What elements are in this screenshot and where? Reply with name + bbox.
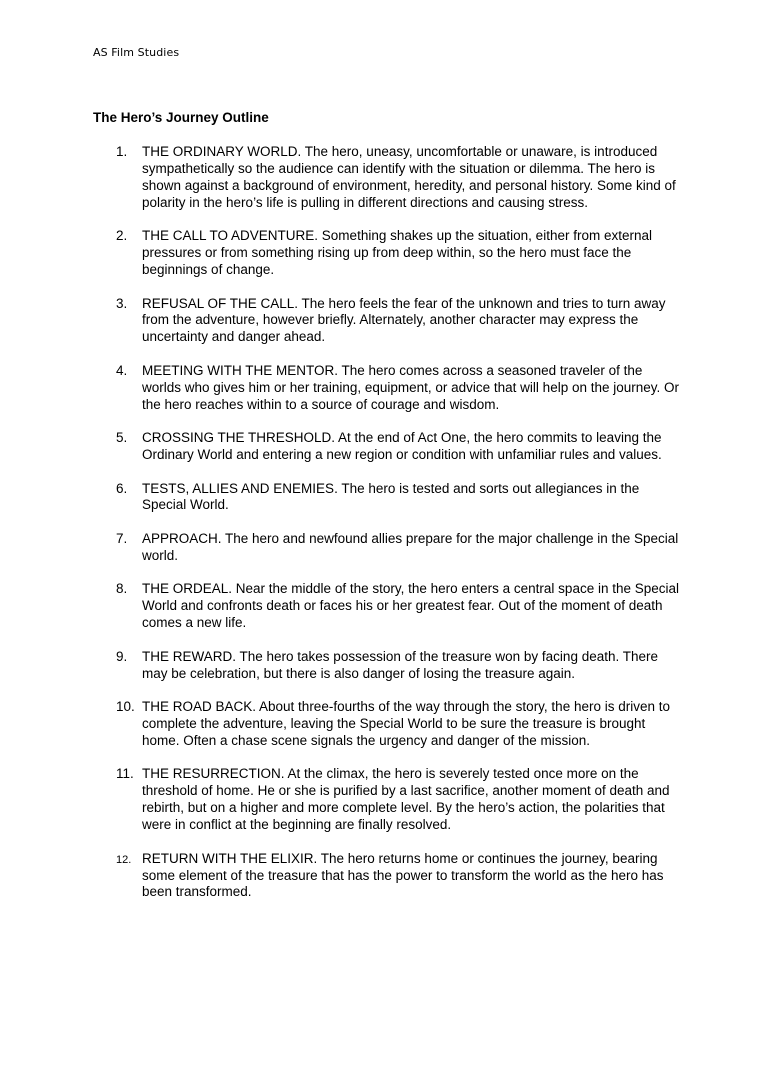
item-number: 7. [116, 530, 128, 546]
item-text: TESTS, ALLIES AND ENEMIES. The hero is tested and sorts out allegiances in the Special World. [142, 480, 640, 513]
list-item [93, 699, 683, 750]
item-text: THE ROAD BACK. About three-fourths of the way through the story, the hero is driven to complete the adventure, leaving the Special World to be sure the treasure is brought home. Often a chase scene signals the urgency and danger of the mission. [142, 699, 671, 748]
item-text: RETURN WITH THE ELIXIR. The hero returns home or continues the journey, bearing some element of the treasure that has the power to transform the world as the hero has been transformed. [142, 850, 664, 900]
item-text: CROSSING THE THRESHOLD. At the end of Act One, the hero commits to leaving the Ordinary World and entering a new region or condition with unfamiliar rules and values. [142, 430, 662, 463]
list-item [93, 228, 683, 279]
list-item [93, 649, 683, 683]
item-text: APPROACH. The hero and newfound allies prepare for the major challenge in the Special world. [142, 530, 679, 563]
item-number: 10. [116, 699, 135, 715]
list-item [93, 581, 683, 632]
page-header: AS Film Studies [93, 46, 180, 59]
item-number: 3. [116, 295, 128, 311]
list-item [93, 363, 683, 414]
item-number: 11. [116, 766, 134, 782]
item-text: THE CALL TO ADVENTURE. Something shakes up the situation, either from external pressures or from something rising up from deep within, so the hero must face the beginnings of change. [142, 228, 652, 278]
list-item [93, 851, 683, 902]
item-number: 4. [116, 362, 128, 378]
item-text: THE RESURRECTION. At the climax, the hero is severely tested once more on the threshold of home. He or she is purified by a last sacrifice, another moment of death and rebirth, but on a higher and more complete level. By the hero’s action, the polarities that were in conflict at the beginning are finally resolved. [142, 766, 670, 833]
item-number: 1. [116, 144, 128, 159]
document-title: The Hero’s Journey Outline [93, 110, 269, 125]
outline-list [93, 144, 683, 918]
item-number: 8. [116, 581, 128, 597]
item-number: 5. [116, 430, 128, 446]
item-text: THE ORDINARY WORLD. The hero, uneasy, uncomfortable or unaware, is introduced sympathetically so the audience can identify with the situation or dilemma. The hero is shown against a background of environment, heredity, and personal history. Some kind of polarity in the hero’s life is pulling in different directions and causing stress. [142, 144, 676, 210]
item-text: THE ORDEAL. Near the middle of the story, the hero enters a central space in the Special World and confronts death or faces his or her greatest fear. Out of the moment of death comes a new life. [142, 581, 680, 631]
item-text: THE REWARD. The hero takes possession of the treasure won by facing death. There may be celebration, but there is also danger of losing the treasure again. [142, 648, 659, 681]
item-number: 6. [116, 480, 128, 496]
list-item [93, 766, 683, 834]
item-number: 12. [116, 853, 132, 866]
item-text: MEETING WITH THE MENTOR. The hero comes across a seasoned traveler of the worlds who gives him or her training, equipment, or advice that will help on the journey. Or the hero reaches within to a source of courage and wisdom. [142, 362, 680, 412]
list-item [93, 144, 683, 212]
list-item [93, 531, 683, 565]
list-item [93, 481, 683, 515]
list-item [93, 296, 683, 347]
list-item [93, 430, 683, 464]
item-number: 9. [116, 648, 128, 664]
item-number: 2. [116, 228, 128, 244]
item-text: REFUSAL OF THE CALL. The hero feels the fear of the unknown and tries to turn away from the adventure, however briefly. Alternately, another character may express the uncertainty and danger ahead. [142, 295, 666, 345]
